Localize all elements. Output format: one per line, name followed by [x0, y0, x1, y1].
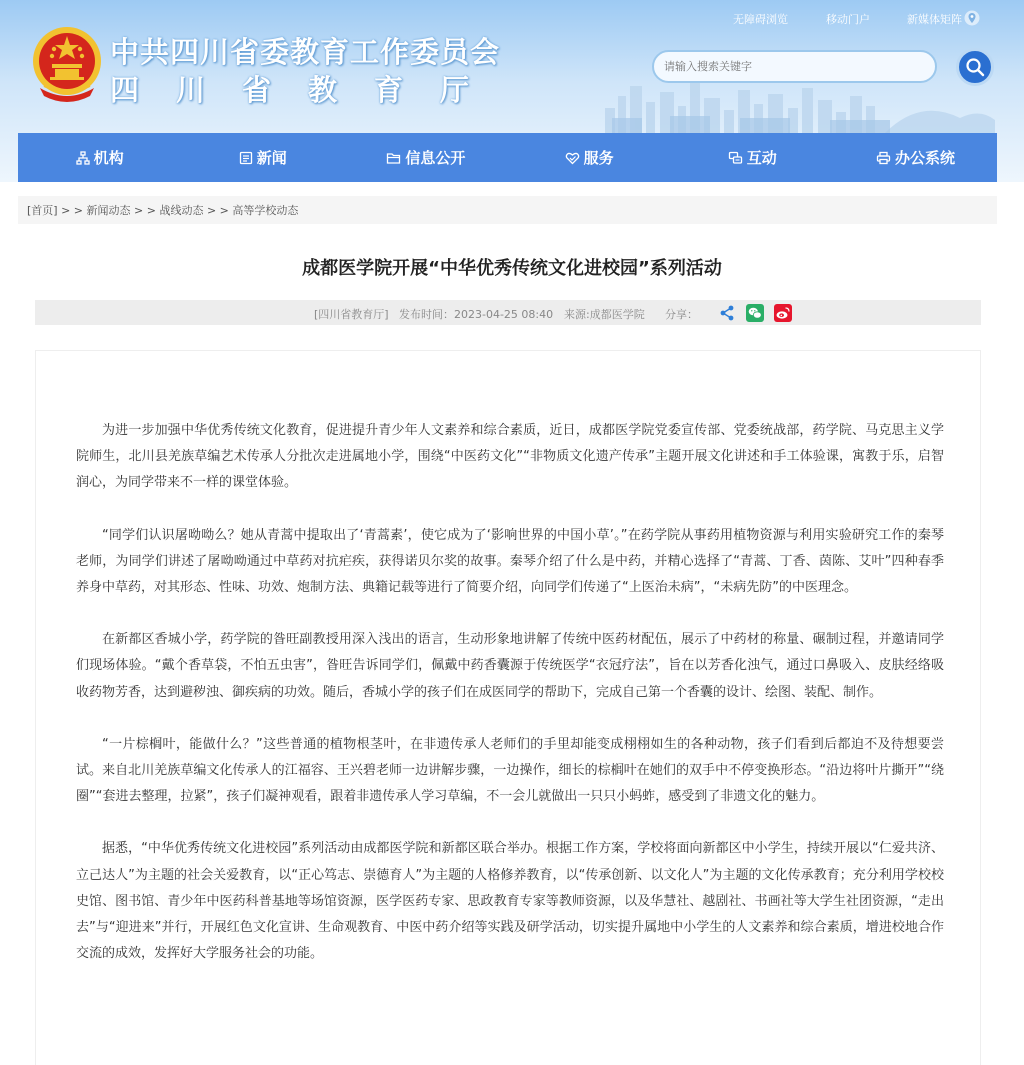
national-emblem-logo: [30, 24, 104, 106]
nav-label: 办公系统: [894, 149, 955, 167]
breadcrumb-frontline-link[interactable]: 战线动态: [159, 204, 204, 217]
article-paragraph: 为进一步加强中华优秀传统文化教育，促进提升青少年人文素养和综合素质，近日，成都医学院党委宣传部、党委统战部，药学院、马克思主义学院师生，北川县羌族草编艺术传承人分批次走进属地小学，围绕“中医药文化”“非物质文化遗产传承”主题开展文化讲述和手工体验课，寓教于乐，启智润心，为同学带来不一样的课堂体验。: [76, 423, 944, 491]
breadcrumb-separator: > >: [130, 204, 160, 217]
site-title-department: 四川省教育厅: [110, 73, 507, 107]
breadcrumb-universities-link[interactable]: 高等学校动态: [232, 204, 299, 217]
printer-icon: [876, 151, 891, 165]
location-pin-icon[interactable]: [964, 10, 980, 26]
share-label: 分享：: [665, 308, 698, 321]
breadcrumb-news-link[interactable]: 新闻动态: [86, 204, 131, 217]
nav-label: 信息公开: [405, 149, 466, 167]
chat-icon: [728, 151, 743, 165]
wechat-icon[interactable]: [746, 304, 764, 322]
article-paragraph: “同学们认识屠呦呦么？她从青蒿中提取出了‘青蒿素’，使它成为了‘影响世界的中国小草’。”在药学院从事药用植物资源与利用实验研究工作的秦琴老师，为同学们讲述了屠呦呦通过中草药对抗疟疾，获得诺贝尔奖的故事。秦琴介绍了什么是中药，并精心选择了“青蒿、丁香、茵陈、艾叶”四种春季养身中草药，对其形态、性味、功效、炮制方法、典籍记载等进行了简要介绍，向同学们传递了“上医治未病”，“未病先防”的中医理念。: [76, 527, 944, 596]
folder-icon: [386, 151, 401, 165]
meta-origin: 来源:成都医学院: [564, 308, 645, 321]
top-links: [0, 11, 1024, 29]
search-button[interactable]: [956, 48, 994, 86]
share-icon[interactable]: [718, 304, 736, 322]
nav-label: 新闻: [256, 149, 287, 167]
article-paragraph: “一片棕榈叶，能做什么？”这些普通的植物根茎叶，在非遗传承人老师们的手里却能变成栩栩如生的各种动物，孩子们看到后都迫不及待想要尝试。来自北川羌族草编文化传承人的江福容、王兴碧老师一边讲解步骤，一边操作，细长的棕榈叶在她们的双手中不停变换形态。“沿边将叶片撕开”“绕圈”“套进去整理，拉紧”，孩子们凝神观看，跟着非遗传承人学习草编，不一会儿就做出一只只小蚂蚱，感受到了非遗文化的魅力。: [76, 736, 944, 805]
breadcrumb-separator: > >: [57, 204, 87, 217]
site-title-committee: 中共四川省委教育工作委员会: [110, 35, 501, 69]
breadcrumb-home-link[interactable]: [首页]: [27, 204, 58, 217]
nav-item-service[interactable]: [508, 133, 671, 182]
weibo-icon[interactable]: [774, 304, 792, 322]
search-input[interactable]: [652, 50, 937, 83]
news-icon: [239, 151, 253, 165]
breadcrumb-separator: > >: [203, 204, 233, 217]
meta-source: [四川省教育厅]: [314, 308, 389, 321]
article-body: [76, 418, 944, 993]
article-meta-bar: [35, 300, 981, 325]
breadcrumb: [18, 196, 997, 224]
meta-publish-time: 发布时间：2023-04-25 08:40: [399, 308, 554, 321]
nav-item-interaction[interactable]: [671, 133, 834, 182]
nav-item-organization[interactable]: [18, 133, 181, 182]
article-title: 成都医学院开展“中华优秀传统文化进校园”系列活动: [302, 258, 722, 279]
nav-item-info-disclosure[interactable]: [344, 133, 507, 182]
city-skyline-illustration: [600, 78, 1000, 133]
mobile-portal-link[interactable]: 移动门户: [826, 13, 870, 26]
main-nav: [18, 133, 997, 182]
service-icon: [565, 151, 580, 165]
nav-item-office-system[interactable]: [834, 133, 997, 182]
new-media-matrix-link[interactable]: 新媒体矩阵: [907, 13, 962, 26]
nav-label: 互动: [746, 149, 777, 167]
nav-label: 服务: [583, 149, 614, 167]
org-icon: [76, 151, 90, 165]
search-icon: [965, 57, 985, 77]
nav-label: 机构: [93, 149, 124, 167]
article-paragraph: 据悉，“中华优秀传统文化进校园”系列活动由成都医学院和新都区联合举办。根据工作方案，学校将面向新都区中小学生，持续开展以“仁爱共济、立己达人”为主题的社会关爱教育，以“正心笃志、崇德育人”为主题的人格修养教育，以“传承创新、以文化人”为主题的文化传承教育；充分利用学校校史馆、图书馆、青少年中医药科普基地等场馆资源，医学医药专家、思政教育专家等教师资源，以及华慧社、越剧社、书画社等大学生社团资源，“走出去”与“迎进来”并行，开展红色文化宣讲、生命观教育、中医中药介绍等实践及研学活动，切实提升属地中小学生的人文素养和综合素质，增进校地合作交流的成效，发挥好大学服务社会的功能。: [76, 841, 944, 962]
article-paragraph: 在新都区香城小学，药学院的昝旺副教授用深入浅出的语言，生动形象地讲解了传统中医药材配伍，展示了中药材的称量、碾制过程，并邀请同学们现场体验。“戴个香草袋，不怕五虫害”，昝旺告诉同学们，佩戴中药香囊源于传统医学“衣冠疗法”，旨在以芳香化浊气，通过口鼻吸入、皮肤经络吸收药物芳香，达到避秽浊、御疾病的功效。随后，香城小学的孩子们在成医同学的帮助下，完成自己第一个香囊的设计、绘图、装配、制作。: [76, 632, 944, 700]
nav-item-news[interactable]: [181, 133, 344, 182]
accessibility-link[interactable]: 无障碍浏览: [733, 13, 788, 26]
